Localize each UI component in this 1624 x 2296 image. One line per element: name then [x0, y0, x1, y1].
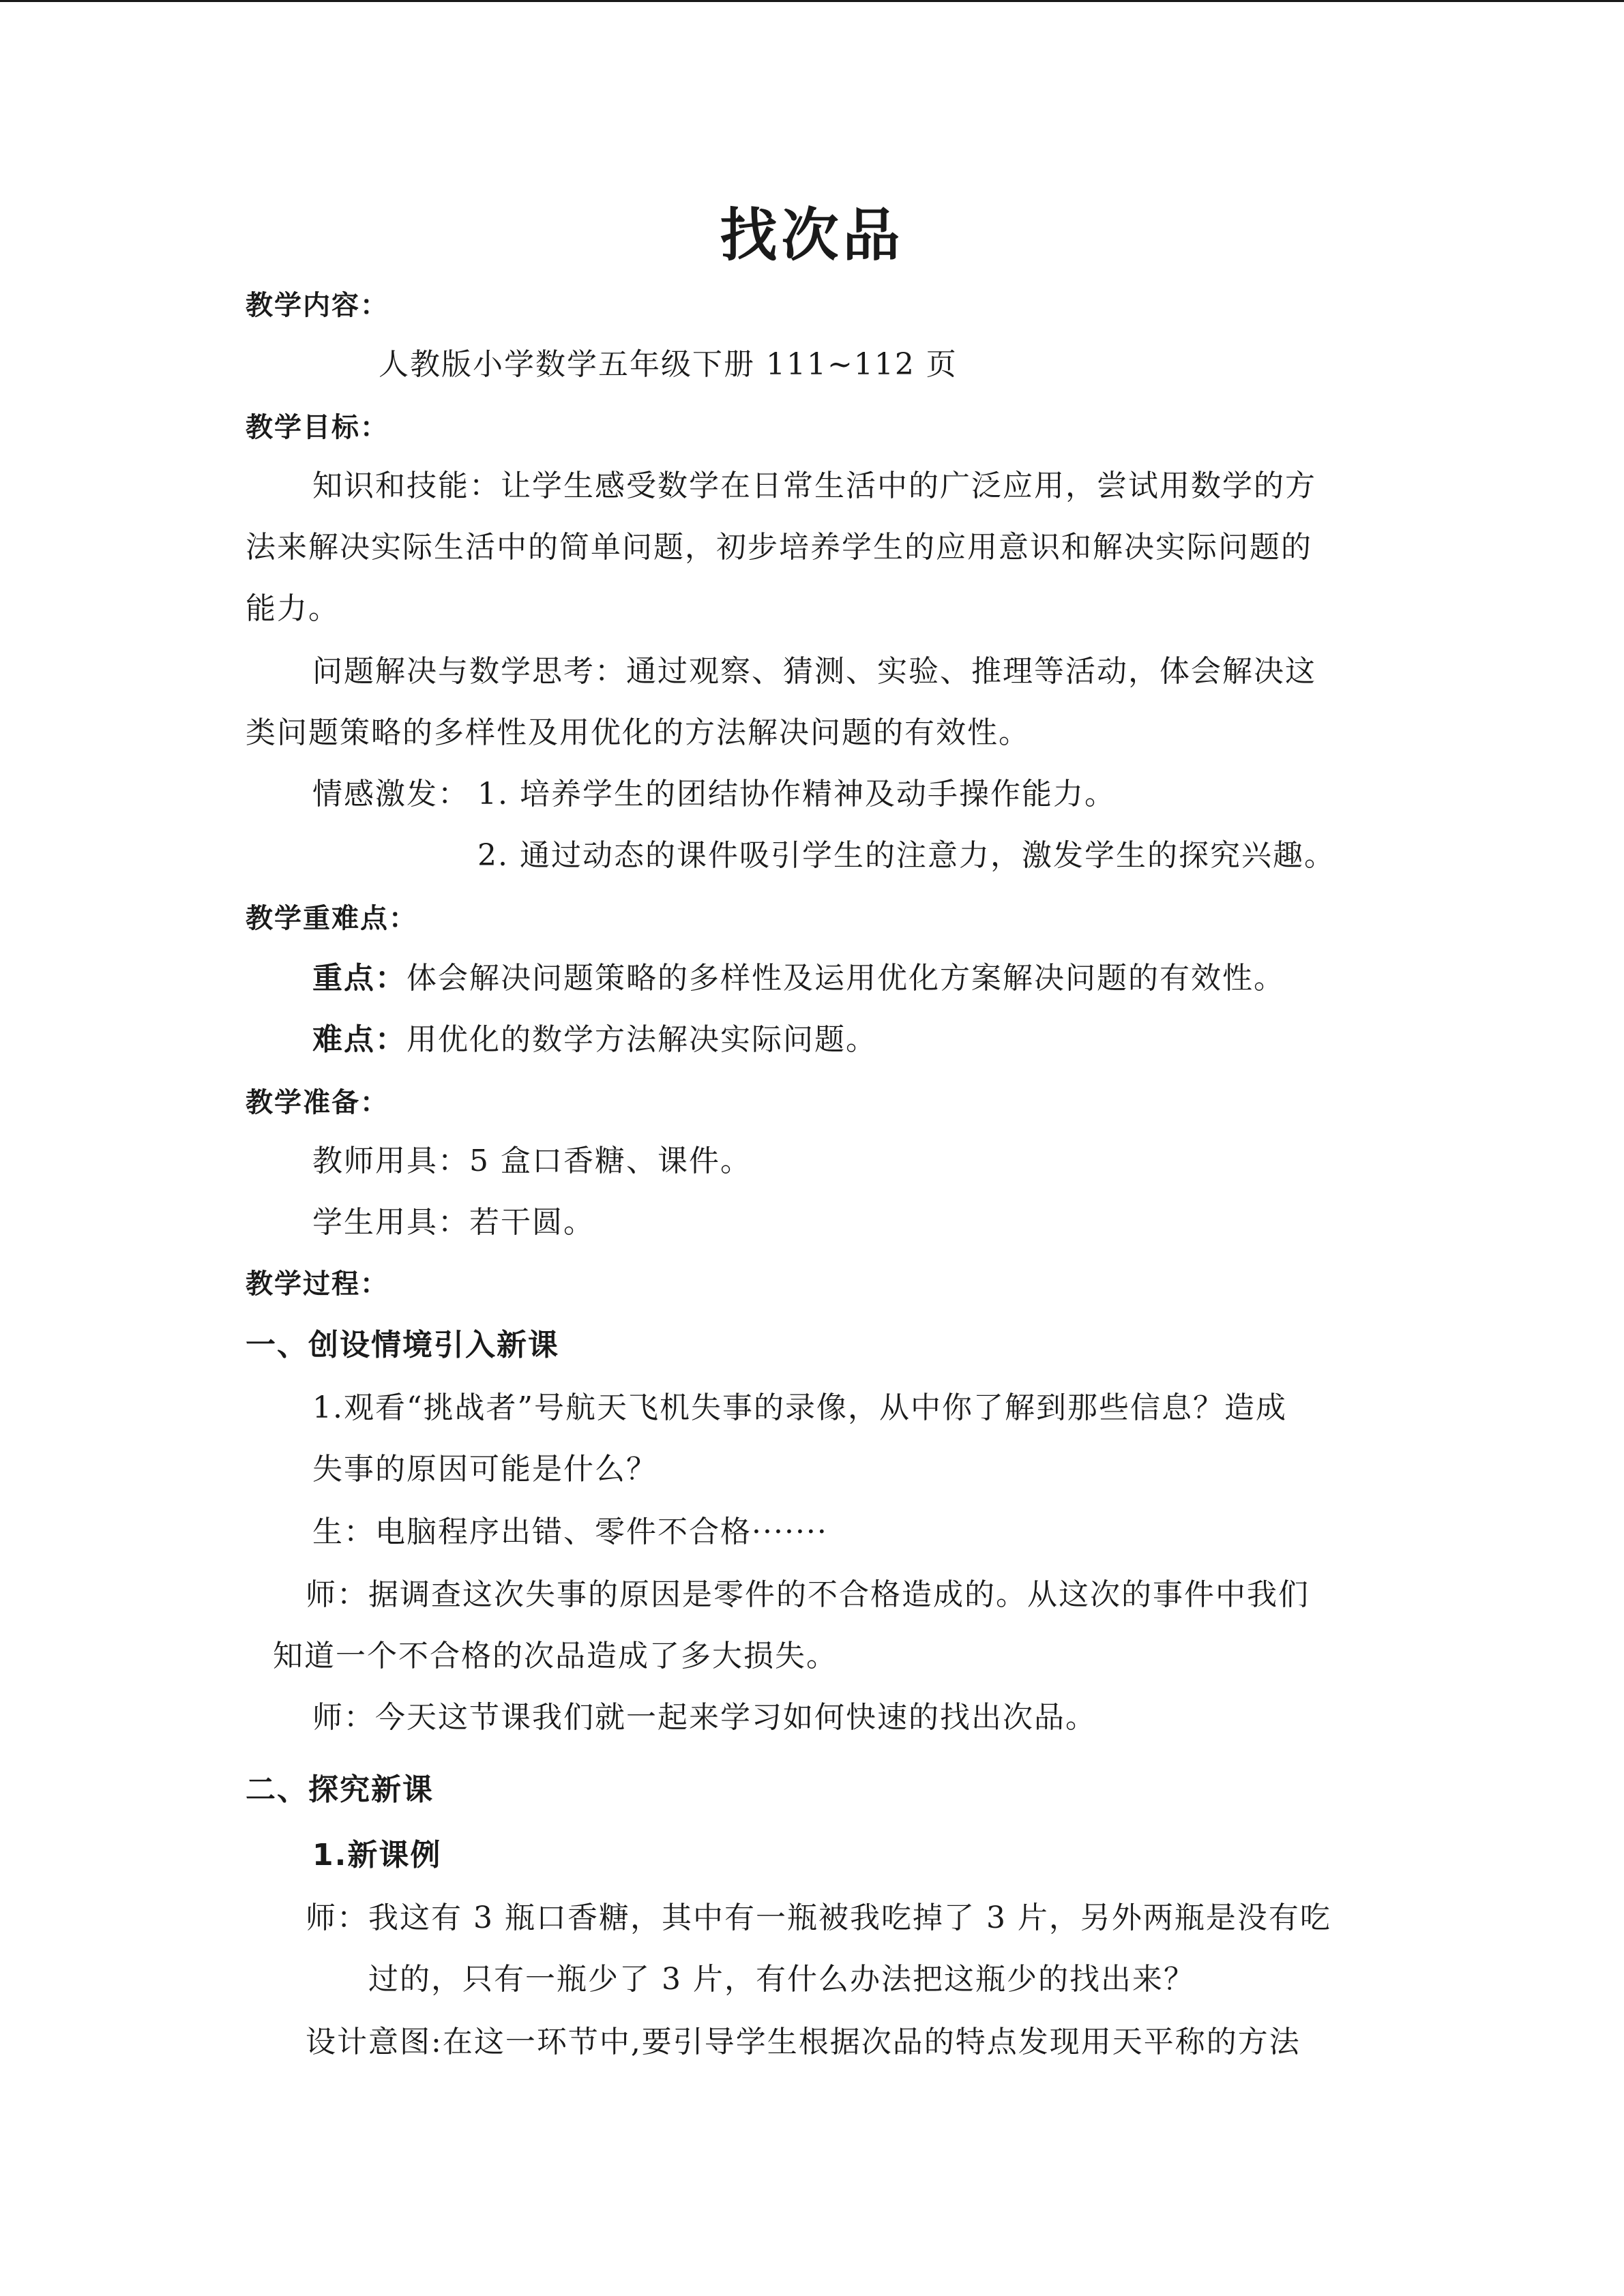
- section1-question-line: 失事的原因可能是什么？: [312, 1452, 658, 1487]
- goal-knowledge-line: 能力。: [246, 591, 340, 626]
- goal-emotion-label: 情感激发：: [312, 777, 469, 811]
- design-intent: 设计意图:在这一环节中,要引导学生根据次品的特点发现用天平称的方法: [306, 2025, 1301, 2059]
- difficulty-text: 用优化的数学方法解决实际问题。: [407, 1022, 877, 1057]
- teaching-content-label: 教学内容：: [246, 290, 389, 321]
- goal-emotion-item: 2. 通过动态的课件吸引学生的注意力，激发学生的探究兴趣。: [477, 838, 1335, 873]
- goal-thinking-line: 类问题策略的多样性及用优化的方法解决问题的有效性。: [246, 715, 1030, 750]
- teacher-question-line: 师：我这有 3 瓶口香糖，其中有一瓶被我吃掉了 3 片，另外两瓶是没有吃: [306, 1900, 1331, 1935]
- section2-subheading: 1.新课例: [312, 1838, 442, 1873]
- student-reply: 生：电脑程序出错、零件不合格·······: [312, 1515, 828, 1549]
- goal-emotion-item: 1. 培养学生的团结协作精神及动手操作能力。: [477, 777, 1116, 811]
- difficulty-label: 难点：: [312, 1022, 407, 1057]
- teaching-goals-label: 教学目标：: [246, 412, 389, 443]
- teacher-reply-line: 知道一个不合格的次品造成了多大损失。: [273, 1639, 838, 1673]
- difficulty-point: [312, 1019, 877, 1060]
- goal-knowledge-line: 知识和技能：让学生感受数学在日常生活中的广泛应用，尝试用数学的方: [312, 468, 1316, 503]
- teacher-intro: 师：今天这节课我们就一起来学习如何快速的找出次品。: [312, 1700, 1097, 1735]
- focus-label: 重点：: [312, 961, 407, 996]
- teacher-reply-line: 师：据调查这次失事的原因是零件的不合格造成的。从这次的事件中我们: [306, 1577, 1310, 1612]
- teaching-content-text: 人教版小学数学五年级下册 111~112 页: [379, 347, 958, 382]
- focus-text: 体会解决问题策略的多样性及运用优化方案解决问题的有效性。: [407, 961, 1285, 996]
- focus-point: [312, 958, 1285, 999]
- section1-question-line: 1.观看“挑战者”号航天飞机失事的录像，从中你了解到那些信息？造成: [312, 1390, 1287, 1425]
- process-label: 教学过程：: [246, 1268, 389, 1300]
- section1-heading: 一、创设情境引入新课: [246, 1328, 559, 1362]
- teacher-tools: 教师用具：5 盒口香糖、课件。: [312, 1144, 752, 1178]
- section2-heading: 二、探究新课: [246, 1772, 434, 1807]
- key-points-label: 教学重难点：: [246, 903, 417, 934]
- teacher-question-line: 过的，只有一瓶少了 3 片，有什么办法把这瓶少的找出来？: [368, 1962, 1195, 1997]
- goal-knowledge-line: 法来解决实际生活中的简单问题，初步培养学生的应用意识和解决实际问题的: [246, 530, 1312, 565]
- student-tools: 学生用具：若干圆。: [312, 1205, 595, 1240]
- goal-thinking-line: 问题解决与数学思考：通过观察、猜测、实验、推理等活动，体会解决这: [312, 654, 1316, 689]
- page-title: 找次品: [720, 202, 904, 269]
- preparation-label: 教学准备：: [246, 1087, 389, 1118]
